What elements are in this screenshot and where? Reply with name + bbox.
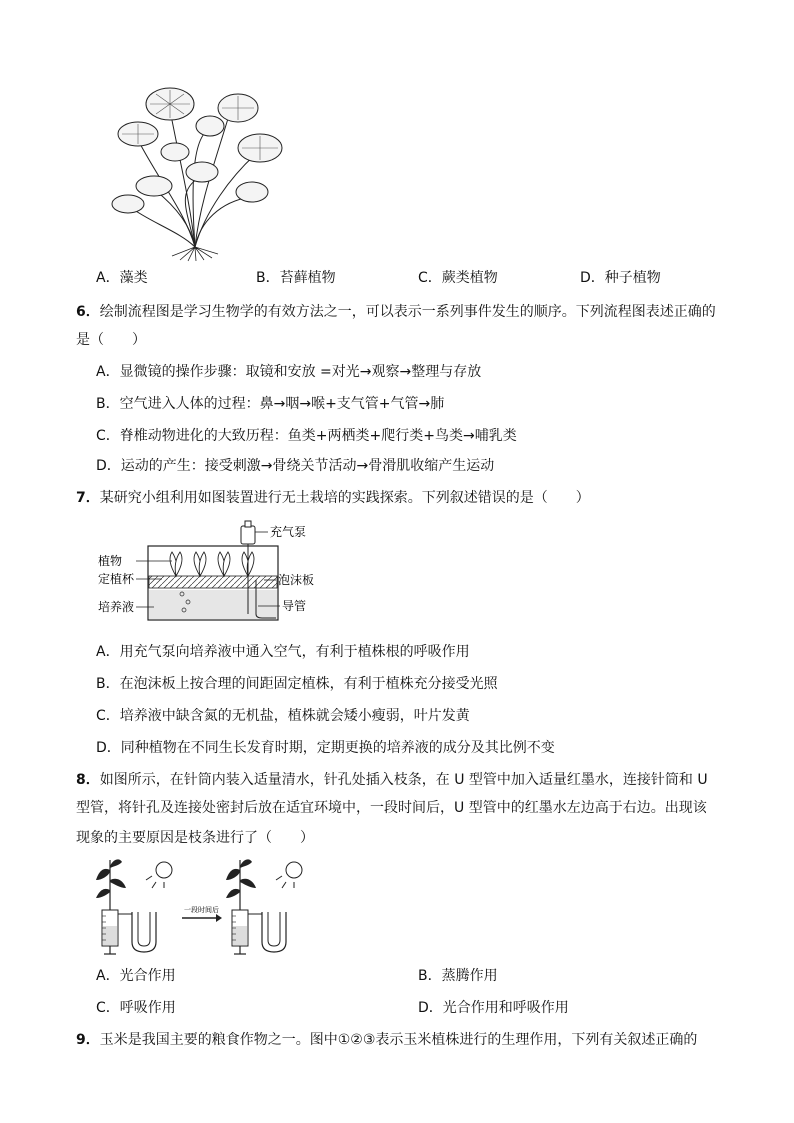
q7-stem-text: 某研究小组利用如图装置进行无土栽培的实践探索。下列叙述错误的是（ ） (99, 490, 590, 506)
q8-option-c: C．呼吸作用 (96, 1000, 176, 1016)
label-plant: 植物 (98, 554, 123, 568)
q8-stem-line1 (76, 770, 708, 790)
q7-number: 7． (76, 490, 100, 506)
q8-option-d: D．光合作用和呼吸作用 (418, 1000, 569, 1016)
q8-stem-line2: 型管，将针孔及连接处密封后放在适宜环境中，一段时间后，U 型管中的红墨水左边高于右边。出现该 (76, 800, 707, 816)
q8-option-b: B．蒸腾作用 (418, 968, 498, 984)
q6-option-a: A．显微镜的操作步骤：取镜和安放 =对光→观察→整理与存放 (96, 364, 482, 380)
q6-number: 6． (76, 304, 100, 320)
q7-stem (76, 488, 590, 508)
label-board: 泡沫板 (278, 573, 315, 587)
label-cup: 定植杯 (98, 572, 135, 586)
q5-option-b: B．苔藓植物 (256, 270, 336, 286)
q8-option-a: A．光合作用 (96, 968, 176, 984)
label-tube: 导管 (282, 599, 307, 613)
q6-option-b: B．空气进入人体的过程：鼻→咽→喉+支气管+气管→肺 (96, 396, 445, 412)
q5-option-d: D．种子植物 (580, 270, 661, 286)
q9-stem (76, 1030, 697, 1050)
q8-stem-line3: 现象的主要原因是枝条进行了（ ） (76, 830, 314, 846)
q5-option-c: C．蕨类植物 (418, 270, 498, 286)
q6-stem-line1 (76, 302, 716, 322)
q6-option-d: D．运动的产生：接受刺激→骨绕关节活动→骨滑肌收缩产生运动 (96, 458, 495, 474)
q8-stem-text: 如图所示，在针筒内装入适量清水，针孔处插入枝条，在 U 型管中加入适量红墨水，连接针筒和 U (99, 772, 708, 788)
q6-option-c: C．脊椎动物进化的大致历程：鱼类+两栖类+爬行类+鸟类→哺乳类 (96, 428, 517, 444)
q7-option-b: B．在泡沫板上按合理的间距固定植株，有利于植株充分接受光照 (96, 676, 498, 692)
q6-stem-text: 绘制流程图是学习生物学的有效方法之一，可以表示一系列事件发生的顺序。下列流程图表述正确的 (99, 304, 716, 320)
q7-option-c: C．培养液中缺含氮的无机盐，植株就会矮小瘦弱，叶片发黄 (96, 708, 470, 724)
q7-option-d: D．同种植物在不同生长发育时期，定期更换的培养液的成分及其比例不变 (96, 740, 555, 756)
label-liquid: 培养液 (98, 600, 135, 614)
q7-option-a: A．用充气泵向培养液中通入空气，有利于植株根的呼吸作用 (96, 644, 470, 660)
q8-number: 8． (76, 772, 100, 788)
syringe-u-tube-figure (92, 854, 382, 960)
arrow-label: 一段时间后 (184, 906, 219, 914)
q9-stem-text: 玉米是我国主要的粮食作物之一。图中①②③表示玉米植株进行的生理作用，下列有关叙述正确的 (99, 1032, 698, 1048)
q5-option-a: A．藻类 (96, 270, 148, 286)
hydroponics-figure (96, 518, 336, 630)
fern-plant-figure (100, 82, 290, 262)
q6-stem-line2: 是（ ） (76, 332, 146, 348)
q9-number: 9． (76, 1032, 100, 1048)
label-pump: 充气泵 (270, 525, 307, 539)
